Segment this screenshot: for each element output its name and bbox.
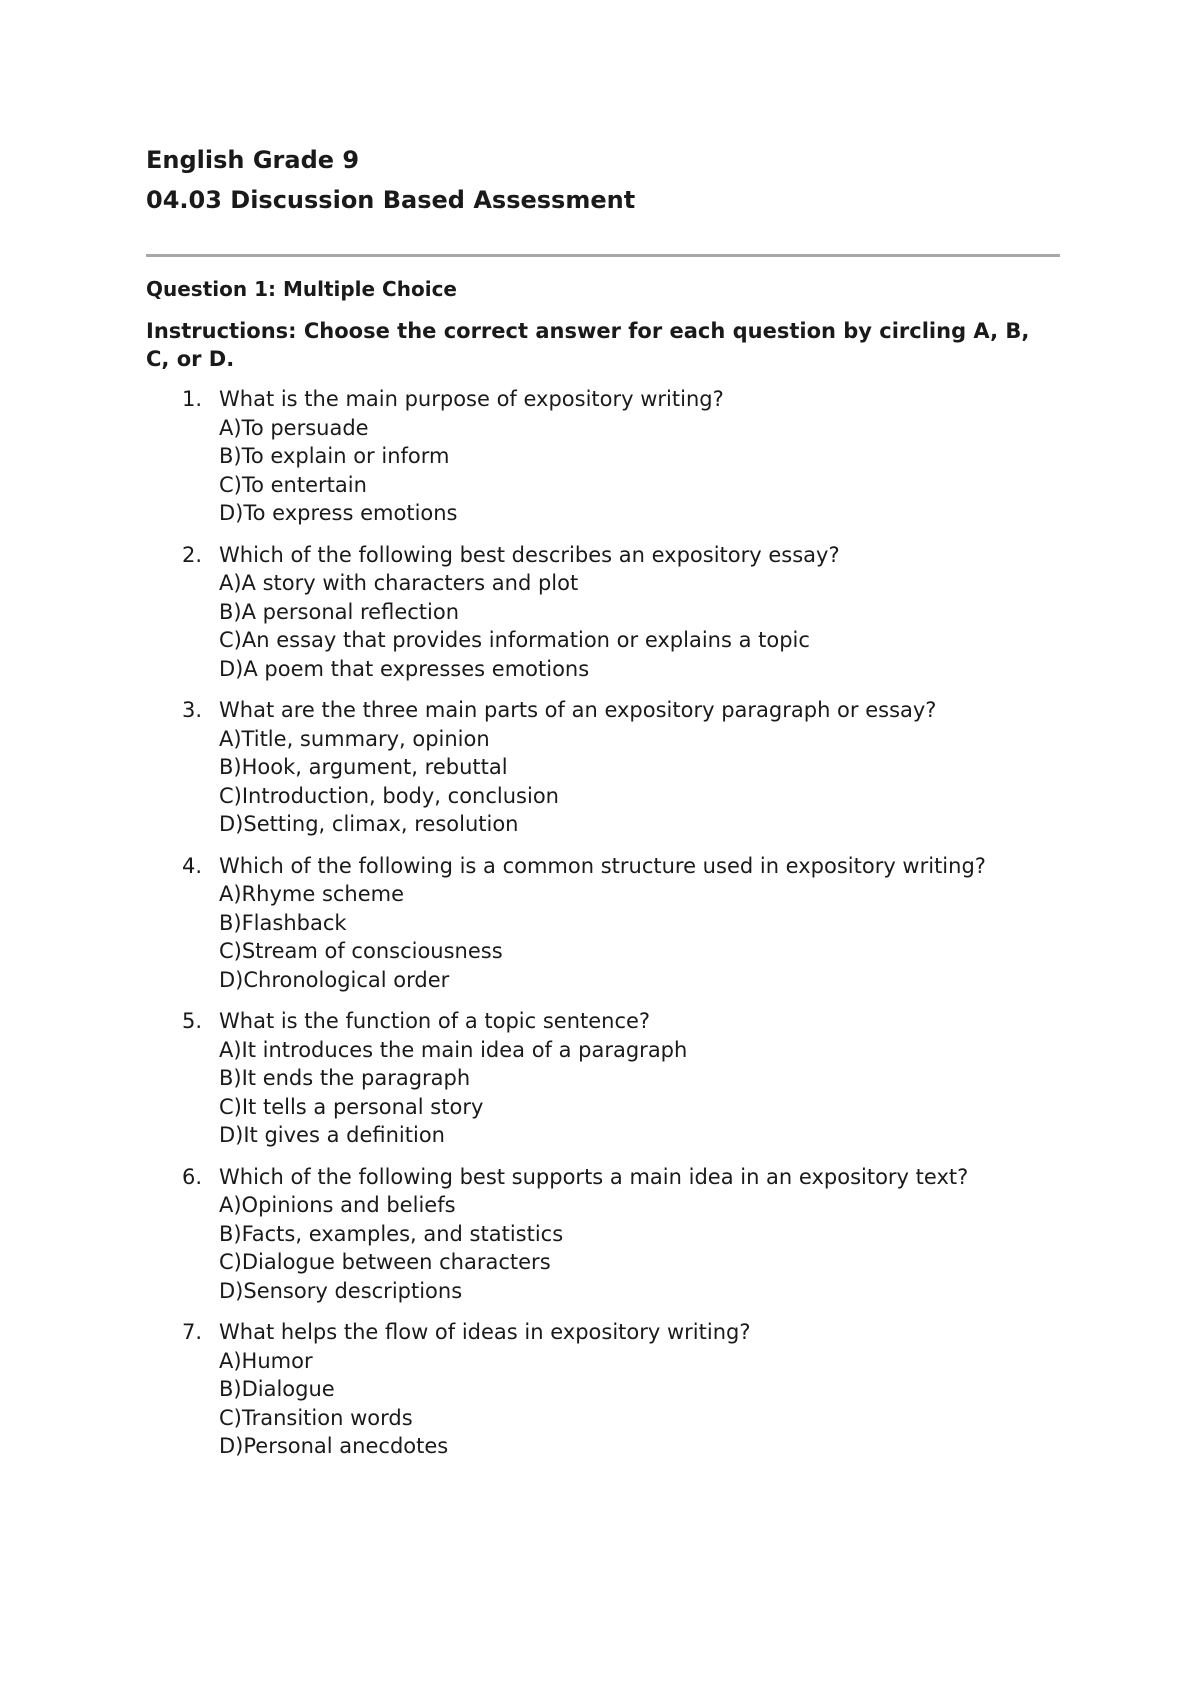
answer-choice: D)It gives a definition [219,1123,445,1147]
answer-choice: A)Rhyme scheme [219,882,405,906]
answer-choice: D)Personal anecdotes [219,1434,449,1458]
question-text: What is the main purpose of expository writing? [219,387,724,411]
question-item [146,541,1060,684]
horizontal-divider [146,254,1060,257]
question-item [146,852,1060,995]
question-number: 5. [182,1009,203,1033]
answer-choice: B)Hook, argument, rebuttal [219,755,508,779]
question-item [146,1007,1060,1150]
question-text: What is the function of a topic sentence? [219,1009,651,1033]
answer-choice: C)Transition words [219,1405,413,1430]
question-number: 4. [182,853,203,878]
question-text: What are the three main parts of an expository paragraph or essay? [219,698,937,722]
question-text: Which of the following is a common structure used in expository writing? [219,853,986,878]
answer-choice: C)Dialogue between characters [219,1250,551,1274]
answer-choice: D)Sensory descriptions [219,1278,463,1303]
answer-choice: A)Opinions and beliefs [219,1193,456,1217]
question-number: 3. [182,698,203,722]
answer-choice: A)Title, summary, opinion [219,726,490,751]
question-text: What helps the flow of ideas in expository writing? [219,1320,751,1344]
question-number: 7. [182,1320,203,1344]
question-list [146,385,1060,1461]
answer-choice: D)Setting, climax, resolution [219,812,519,836]
answer-choice: D)Chronological order [219,967,450,992]
assessment-title: 04.03 Discussion Based Assessment [146,186,636,214]
answer-choice: C)Stream of consciousness [219,939,503,963]
question-item [146,385,1060,528]
answer-choice: C)Introduction, body, conclusion [219,783,559,808]
instructions-text: Instructions: Choose the correct answer for each question by circling A, B, C, or D. [146,319,1030,371]
question-item [146,1163,1060,1306]
answer-choice: A)To persuade [219,415,369,440]
answer-choice: D)To express emotions [219,501,458,525]
answer-choice: B)Dialogue [219,1377,335,1401]
document-page [146,140,1060,1474]
answer-choice: B)A personal reflection [219,599,460,624]
answer-choice: C)To entertain [219,472,367,497]
answer-choice: A)A story with characters and plot [219,571,579,595]
answer-choice: A)It introduces the main idea of a paragraph [219,1037,688,1062]
question-item [146,1318,1060,1461]
question-text: Which of the following best supports a main idea in an expository text? [219,1164,969,1189]
question-item [146,696,1060,839]
answer-choice: B)Facts, examples, and statistics [219,1221,564,1246]
course-title: English Grade 9 [146,146,360,174]
question-text: Which of the following best describes an expository essay? [219,542,840,567]
answer-choice: B)To explain or inform [219,444,450,468]
answer-choice: C)An essay that provides information or explains a topic [219,628,810,652]
answer-choice: B)Flashback [219,910,347,935]
question-number: 2. [182,542,203,567]
question-number: 6. [182,1164,203,1189]
answer-choice: A)Humor [219,1348,313,1373]
answer-choice: B)It ends the paragraph [219,1066,471,1090]
answer-choice: D)A poem that expresses emotions [219,656,590,681]
question-number: 1. [182,387,203,411]
answer-choice: C)It tells a personal story [219,1094,484,1119]
section-heading: Question 1: Multiple Choice [146,277,457,301]
